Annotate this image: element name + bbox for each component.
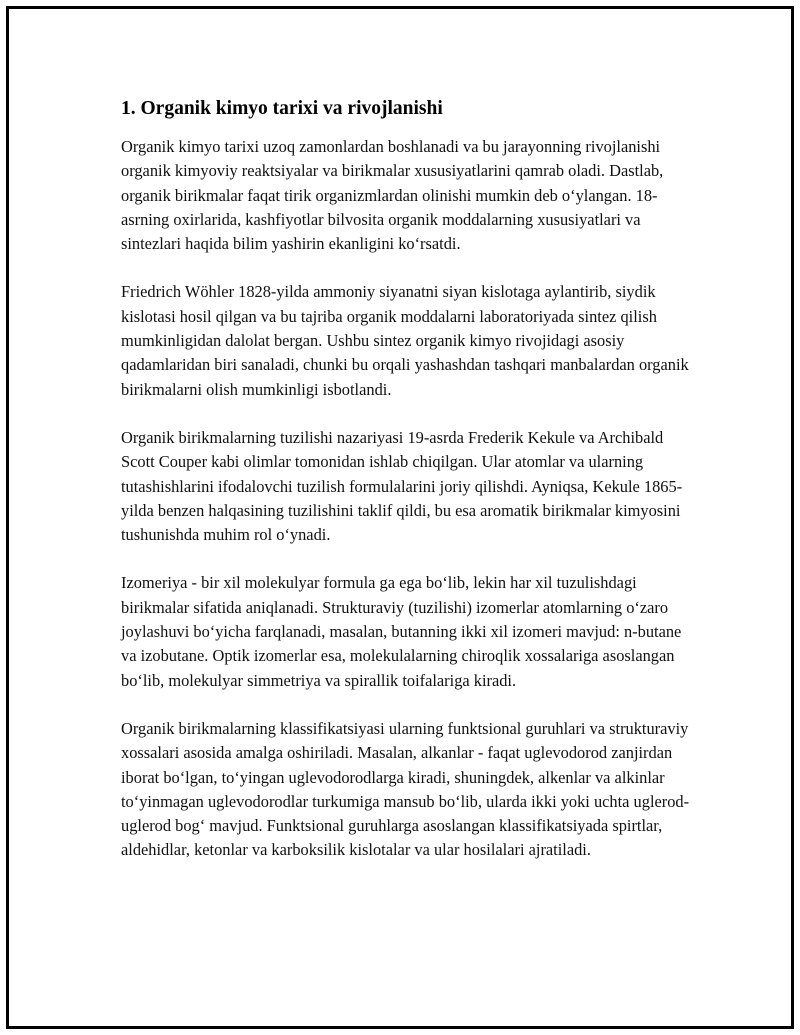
paragraph-classification: Organik birikmalarning klassifikatsiyasi ularning funktsional guruhlari va strukturaviy xossalari asosida amalga oshiriladi. Masalan, alkanlar - faqat uglevodorod zanjirdan iborat bo‘lgan, to‘yingan uglevodorodlarga kiradi, shuningdek, alkenlar va alkinlar to‘yinmagan uglevodorodlar turkumiga mansub bo‘lib, ularda ikki yoki uchta uglerod-uglerod bog‘ mavjud. Funktsional guruhlarga asoslangan klassifikatsiyada spirtlar, aldehidlar, ketonlar va karboksilik kislotalar va ular hosilalari ajratiladi.: [121, 718, 690, 860]
document-body: [121, 97, 693, 887]
paragraph-structure-theory: Organik birikmalarning tuzilishi nazariyasi 19-asrda Frederik Kekule va Archibald Scott Couper kabi olimlar tomonidan ishlab chiqilgan. Ular atomlar va ularning tutashishlarini ifodalovchi tuzilish formulalarini joriy qilishdi. Ayniqsa, Kekule 1865-yilda benzen halqasining tuzilishini taklif qildi, bu esa aromatik birikmalar kimyosini tushunishda muhim rol o‘ynadi.: [121, 427, 683, 545]
paragraph-history: Organik kimyo tarixi uzoq zamonlardan boshlanadi va bu jarayonning rivojlanishi organik kimyoviy reaktsiyalar va birikmalar xususiyatlarini qamrab oladi. Dastlab, organik birikmalar faqat tirik organizmlardan olinishi mumkin deb o‘ylangan. 18-asrning oxirlarida, kashfiyotlar bilvosita organik moddalarning xususiyatlari va sintezlari haqida bilim yashirin ekanligini ko‘rsatdi.: [121, 137, 664, 254]
page-frame: [6, 6, 794, 1029]
section-title: 1. Organik kimyo tarixi va rivojlanishi: [121, 98, 443, 119]
paragraph-wohler: Friedrich Wöhler 1828-yilda ammoniy siyanatni siyan kislotaga aylantirib, siydik kislotasi hosil qilgan va bu tajriba organik moddalarni laboratoriyada sintez qilish mumkinligidan dalolat bergan. Ushbu sintez organik kimyo rivojidagi asosiy qadamlaridan biri sanaladi, chunki bu orqali yashashdan tashqari manbalardan organik birikmalarni olish mumkinligi isbotlandi.: [121, 282, 689, 399]
paragraph-isomerism: Izomeriya - bir xil molekulyar formula ga ega bo‘lib, lekin har xil tuzulishdagi birikmalar sifatida aniqlanadi. Strukturaviy (tuzilishi) izomerlar atomlarning o‘zaro joylashuvi bo‘yicha farqlanadi, masalan, butanning ikki xil izomeri mavjud: n-butane va izobutane. Optik izomerlar esa, molekulalarning chiroqlik xossalariga asoslangan bo‘lib, molekulyar simmetriya va spirallik toifalariga kiradi.: [121, 573, 682, 690]
